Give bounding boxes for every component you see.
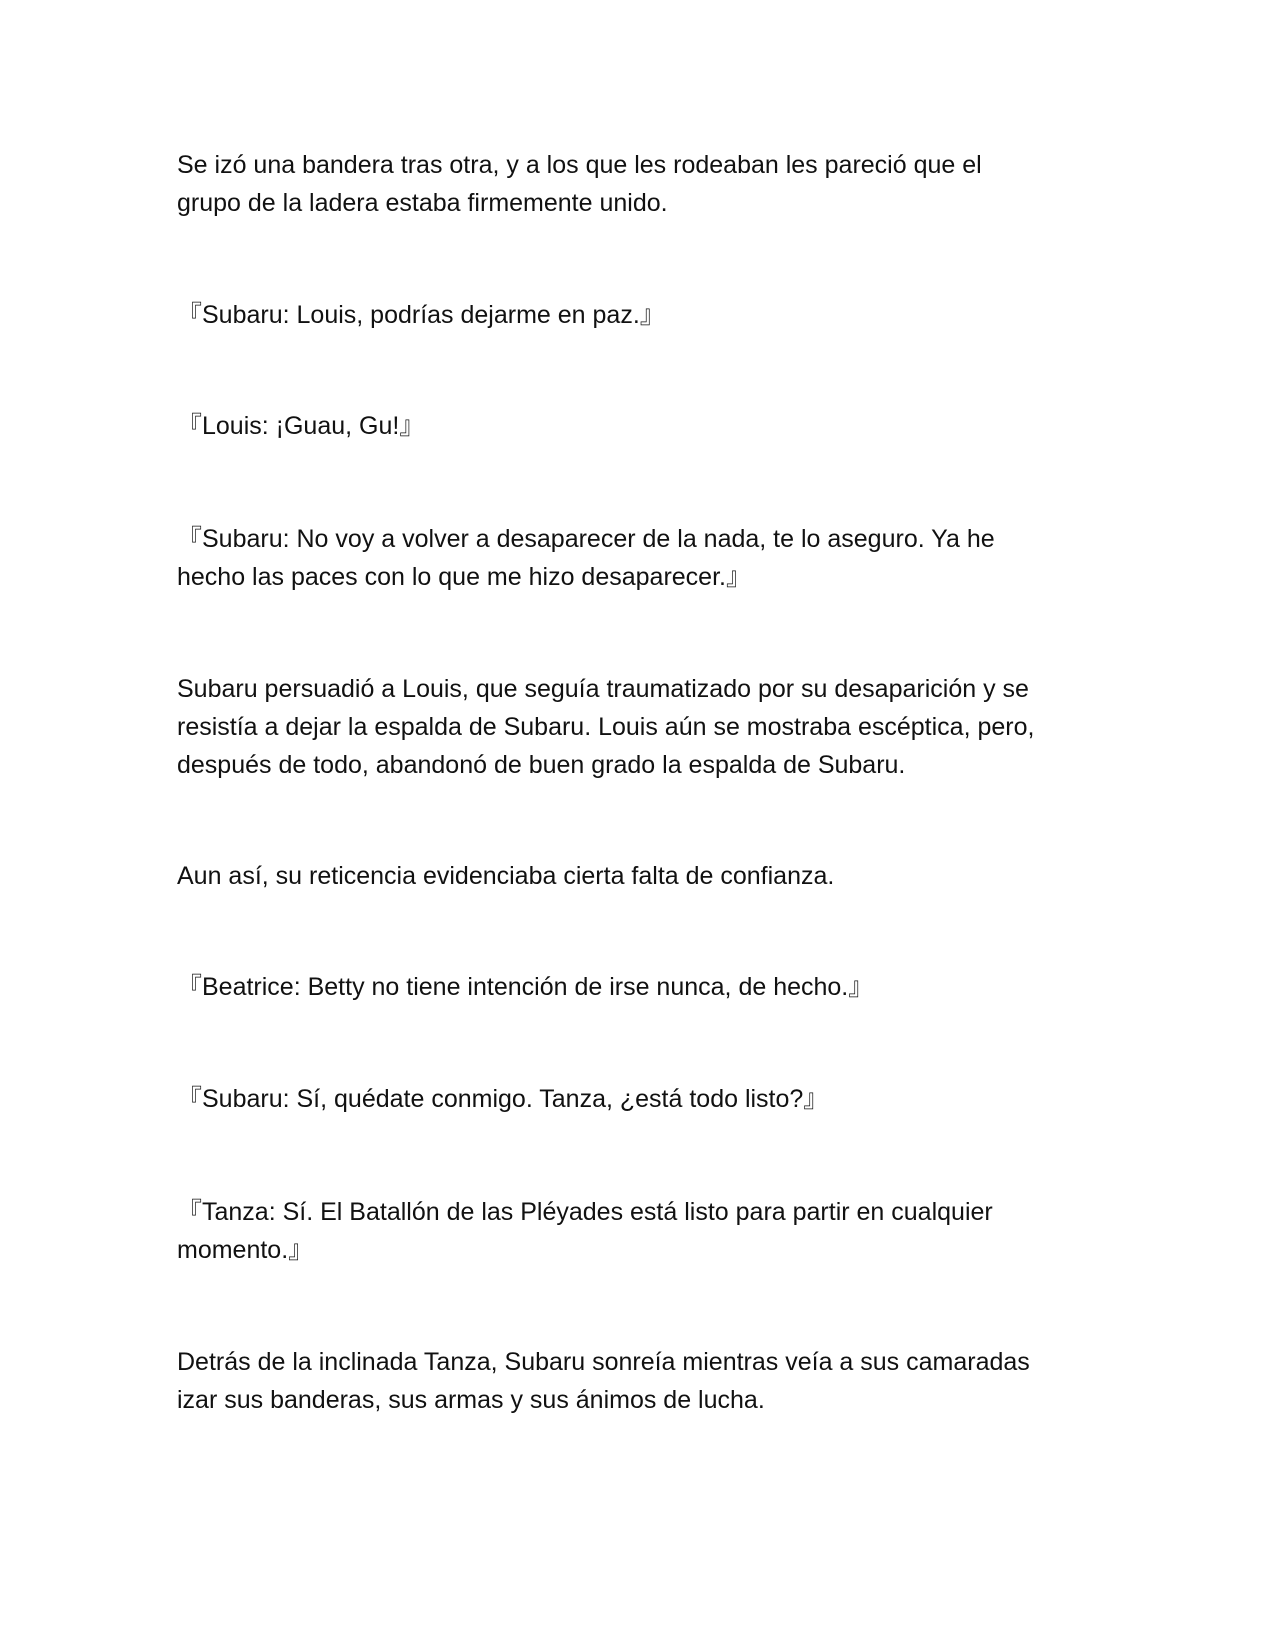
paragraph-10 [177, 1343, 1092, 1419]
paragraph-3 [177, 407, 1092, 445]
text-line: resistía a dejar la espalda de Subaru. Louis aún se mostraba escéptica, pero, [177, 713, 1035, 741]
text-line: 『Tanza: Sí. El Batallón de las Pléyades está listo para partir en cualquier [177, 1198, 993, 1226]
paragraph-9 [177, 1193, 1092, 1269]
text-line: izar sus banderas, sus armas y sus ánimos de lucha. [177, 1386, 765, 1414]
text-line: Subaru persuadió a Louis, que seguía traumatizado por su desaparición y se [177, 675, 1029, 703]
text-line: hecho las paces con lo que me hizo desaparecer.』 [177, 563, 751, 591]
text-line: Detrás de la inclinada Tanza, Subaru sonreía mientras veía a sus camaradas [177, 1348, 1030, 1376]
text-line: 『Subaru: No voy a volver a desaparecer de la nada, te lo aseguro. Ya he [177, 525, 995, 553]
paragraph-6 [177, 857, 1092, 895]
paragraph-8 [177, 1080, 1092, 1118]
text-line: Aun así, su reticencia evidenciaba cierta falta de confianza. [177, 862, 835, 890]
paragraph-4 [177, 520, 1092, 596]
text-line: 『Subaru: Louis, podrías dejarme en paz.』 [177, 301, 665, 329]
paragraph-7 [177, 968, 1092, 1006]
paragraph-2 [177, 296, 1092, 334]
text-line: 『Subaru: Sí, quédate conmigo. Tanza, ¿está todo listo?』 [177, 1085, 829, 1113]
text-line: 『Louis: ¡Guau, Gu!』 [177, 412, 425, 440]
text-line: Se izó una bandera tras otra, y a los que les rodeaban les pareció que el [177, 151, 982, 179]
paragraph-5 [177, 670, 1092, 784]
paragraph-1 [177, 146, 1092, 222]
text-line: grupo de la ladera estaba firmemente unido. [177, 189, 668, 217]
text-line: después de todo, abandonó de buen grado la espalda de Subaru. [177, 751, 906, 779]
text-line: 『Beatrice: Betty no tiene intención de irse nunca, de hecho.』 [177, 973, 874, 1001]
text-line: momento.』 [177, 1236, 314, 1264]
